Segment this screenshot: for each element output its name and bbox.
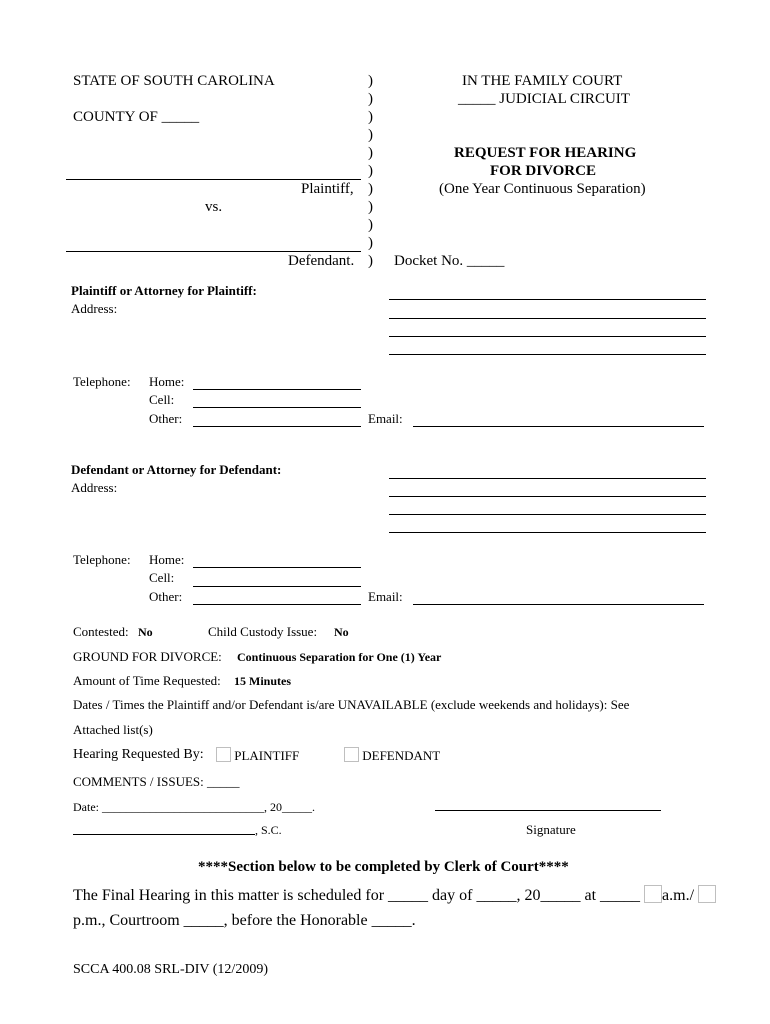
- form-id: SCCA 400.08 SRL-DIV (12/2009): [73, 962, 268, 977]
- caption-paren: ): [368, 145, 373, 161]
- plaintiff-other-label: Other:: [149, 411, 183, 426]
- defendant-address-line[interactable]: [389, 514, 706, 515]
- plaintiff-address-line[interactable]: [389, 354, 706, 355]
- plaintiff-label: Plaintiff,: [301, 181, 354, 197]
- signature-label: Signature: [526, 822, 576, 837]
- caption-paren: ): [368, 127, 373, 143]
- city-line[interactable]: [73, 834, 255, 835]
- plaintiff-home-phone-field[interactable]: [193, 389, 361, 390]
- plaintiff-address-label: Address:: [71, 301, 118, 316]
- judicial-circuit: _____ JUDICIAL CIRCUIT: [458, 91, 630, 107]
- plaintiff-cell-phone-field[interactable]: [193, 407, 361, 408]
- defendant-cell-label: Cell:: [149, 570, 175, 585]
- caption-paren: ): [368, 73, 373, 89]
- defendant-checkbox[interactable]: [344, 747, 359, 762]
- contested-label: Contested:: [73, 624, 129, 639]
- plaintiff-address-line[interactable]: [389, 299, 706, 300]
- county-label: COUNTY OF _____: [73, 109, 200, 125]
- defendant-other-phone-field[interactable]: [193, 604, 361, 605]
- defendant-section-heading: Defendant or Attorney for Defendant:: [71, 462, 282, 477]
- time-requested-label: Amount of Time Requested:: [73, 673, 221, 688]
- versus-label: vs.: [205, 199, 223, 215]
- caption-paren: ): [368, 235, 373, 251]
- defendant-address-line[interactable]: [389, 478, 706, 479]
- plaintiff-name-line[interactable]: [66, 179, 361, 180]
- plaintiff-telephone-label: Telephone:: [73, 374, 131, 389]
- defendant-address-line[interactable]: [389, 532, 706, 533]
- plaintiff-option-label: PLAINTIFF: [234, 748, 300, 763]
- am-label: a.m./: [662, 887, 695, 904]
- ground-value[interactable]: Continuous Separation for One (1) Year: [237, 650, 442, 664]
- plaintiff-option: [216, 747, 299, 764]
- pm-checkbox[interactable]: [698, 885, 716, 903]
- custody-value[interactable]: No: [334, 625, 349, 639]
- defendant-telephone-label: Telephone:: [73, 552, 131, 567]
- final-hearing-line: [73, 885, 716, 905]
- plaintiff-email-field[interactable]: [413, 426, 704, 427]
- unavailable-dates-text: Dates / Times the Plaintiff and/or Defendant is/are UNAVAILABLE (exclude weekends and holidays): See: [73, 697, 630, 712]
- plaintiff-checkbox[interactable]: [216, 747, 231, 762]
- defendant-email-field[interactable]: [413, 604, 704, 605]
- document-subtitle: (One Year Continuous Separation): [439, 181, 646, 197]
- plaintiff-other-phone-field[interactable]: [193, 426, 361, 427]
- caption-paren: ): [368, 109, 373, 125]
- courtroom-line: p.m., Courtroom _____, before the Honorable _____.: [73, 912, 416, 929]
- custody-label: Child Custody Issue:: [208, 624, 318, 639]
- date-line[interactable]: Date: ___________________________, 20_____.: [73, 800, 315, 814]
- signature-line[interactable]: [435, 810, 661, 811]
- court-name: IN THE FAMILY COURT: [462, 73, 623, 89]
- defendant-name-line[interactable]: [66, 251, 361, 252]
- plaintiff-address-line[interactable]: [389, 336, 706, 337]
- am-checkbox[interactable]: [644, 885, 662, 903]
- document-title: REQUEST FOR HEARING: [454, 145, 637, 161]
- contested-value[interactable]: No: [138, 625, 153, 639]
- plaintiff-email-label: Email:: [368, 411, 403, 426]
- clerk-section-heading: ****Section below to be completed by Clerk of Court****: [198, 859, 569, 875]
- sc-suffix: , S.C.: [255, 823, 282, 837]
- plaintiff-cell-label: Cell:: [149, 392, 175, 407]
- defendant-other-label: Other:: [149, 589, 183, 604]
- hearing-requested-label: Hearing Requested By:: [73, 747, 204, 762]
- caption-paren: ): [368, 163, 373, 179]
- final-hearing-text: The Final Hearing in this matter is scheduled for _____ day of _____, 20_____ at _____: [73, 887, 641, 904]
- document-title-line2: FOR DIVORCE: [490, 163, 596, 179]
- defendant-cell-phone-field[interactable]: [193, 586, 361, 587]
- defendant-email-label: Email:: [368, 589, 403, 604]
- defendant-option-label: DEFENDANT: [362, 748, 441, 763]
- plaintiff-section-heading: Plaintiff or Attorney for Plaintiff:: [71, 283, 257, 298]
- caption-paren: ): [368, 253, 373, 269]
- ground-label: GROUND FOR DIVORCE:: [73, 649, 222, 664]
- defendant-label: Defendant.: [288, 253, 355, 269]
- docket-number: Docket No. _____: [394, 253, 505, 269]
- defendant-home-phone-field[interactable]: [193, 567, 361, 568]
- comments-label: COMMENTS / ISSUES: _____: [73, 774, 240, 789]
- plaintiff-address-line[interactable]: [389, 318, 706, 319]
- caption-paren: ): [368, 217, 373, 233]
- plaintiff-home-label: Home:: [149, 374, 185, 389]
- defendant-address-label: Address:: [71, 480, 118, 495]
- caption-paren: ): [368, 91, 373, 107]
- caption-paren: ): [368, 199, 373, 215]
- state-label: STATE OF SOUTH CAROLINA: [73, 73, 275, 89]
- time-requested-value[interactable]: 15 Minutes: [234, 674, 291, 688]
- defendant-home-label: Home:: [149, 552, 185, 567]
- unavailable-dates-text-cont: Attached list(s): [73, 722, 153, 737]
- caption-paren: ): [368, 181, 373, 197]
- defendant-option: [344, 747, 440, 764]
- defendant-address-line[interactable]: [389, 496, 706, 497]
